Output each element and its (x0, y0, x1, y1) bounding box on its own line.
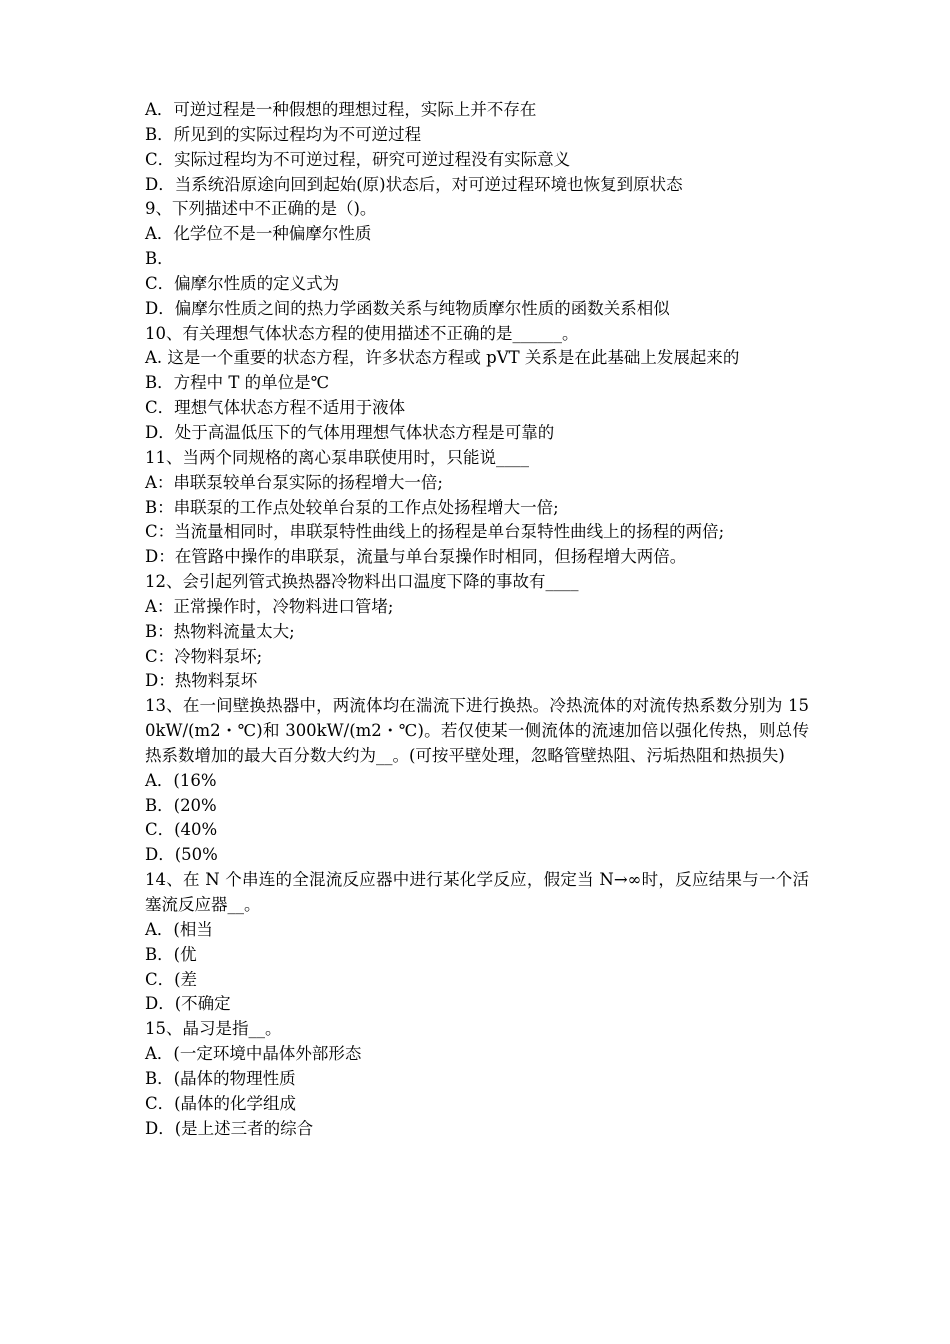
option-d: D：在管路中操作的串联泵，流量与单台泵操作时相同，但扬程增大两倍。 (145, 547, 687, 567)
option-d: D：热物料泵坏 (145, 671, 258, 691)
option-a: A．(一定环境中晶体外部形态 (145, 1044, 362, 1064)
option-b: B． (145, 249, 174, 269)
question-10: 10、有关理想气体状态方程的使用描述不正确的是______。 (145, 323, 579, 343)
question-14: 14、在 N 个串连的全混流反应器中进行某化学反应，假定当 N→∞时，反应结果与一个活塞流反应器__。 (145, 870, 809, 914)
question-12: 12、会引起列管式换热器冷物料出口温度下降的事故有____ (145, 572, 579, 592)
option-d: D．(是上述三者的综合 (145, 1118, 314, 1138)
option-b: B：热物料流量太大; (145, 621, 295, 641)
option-b: B．(20% (145, 795, 217, 815)
option-c: C．实际过程均为不可逆过程，研究可逆过程没有实际意义 (145, 149, 571, 169)
option-c: C．(40% (145, 820, 218, 840)
option-a: A. 这是一个重要的状态方程，许多状态方程或 pVT 关系是在此基础上发展起来的 (145, 348, 740, 368)
option-d: D．偏摩尔性质之间的热力学函数关系与纯物质摩尔性质的函数关系相似 (145, 298, 670, 318)
question-13: 13、在一间壁换热器中，两流体均在湍流下进行换热。冷热流体的对流传热系数分别为 150kW/(m2・℃)和 300kW/(m2・℃)。若仅使某一侧流体的流速加倍以强化传热，则总传热系数增加的最大百分数大约为__。(可按平壁处理，忽略管壁热阻、污垢热阻和热损失) (145, 696, 809, 765)
option-d: D．(不确定 (145, 994, 231, 1014)
option-a: A：串联泵较单台泵实际的扬程增大一倍; (145, 472, 443, 492)
question-11: 11、当两个同规格的离心泵串联使用时，只能说____ (145, 447, 529, 467)
option-b: B．(优 (145, 944, 197, 964)
option-a: A．可逆过程是一种假想的理想过程，实际上并不存在 (145, 100, 537, 119)
question-9: 9、下列描述中不正确的是（)。 (145, 199, 377, 219)
option-a: A：正常操作时，冷物料进口管堵; (145, 596, 394, 616)
option-c: C．理想气体状态方程不适用于液体 (145, 398, 406, 418)
option-c: C．偏摩尔性质的定义式为 (145, 273, 340, 293)
option-b: B．所见到的实际过程均为不可逆过程 (145, 124, 422, 144)
option-d: D．当系统沿原途向回到起始(原)状态后，对可逆过程环境也恢复到原状态 (145, 174, 683, 194)
option-b: B．方程中 T 的单位是℃ (145, 373, 330, 393)
question-15: 15、晶习是指__。 (145, 1019, 282, 1039)
option-b: B．(晶体的物理性质 (145, 1068, 296, 1088)
option-d: D．处于高温低压下的气体用理想气体状态方程是可靠的 (145, 422, 555, 442)
document-page (145, 98, 809, 1141)
option-c: C：冷物料泵坏; (145, 646, 263, 666)
option-c: C．(差 (145, 969, 198, 989)
option-a: A．化学位不是一种偏摩尔性质 (145, 224, 372, 244)
option-c: C：当流量相同时，串联泵特性曲线上的扬程是单台泵特性曲线上的扬程的两倍; (145, 522, 725, 542)
option-a: A．(相当 (145, 919, 213, 939)
option-c: C．(晶体的化学组成 (145, 1093, 297, 1113)
option-b: B：串联泵的工作点处较单台泵的工作点处扬程增大一倍; (145, 497, 559, 517)
option-d: D．(50% (145, 845, 218, 865)
option-a: A．(16% (145, 770, 217, 790)
